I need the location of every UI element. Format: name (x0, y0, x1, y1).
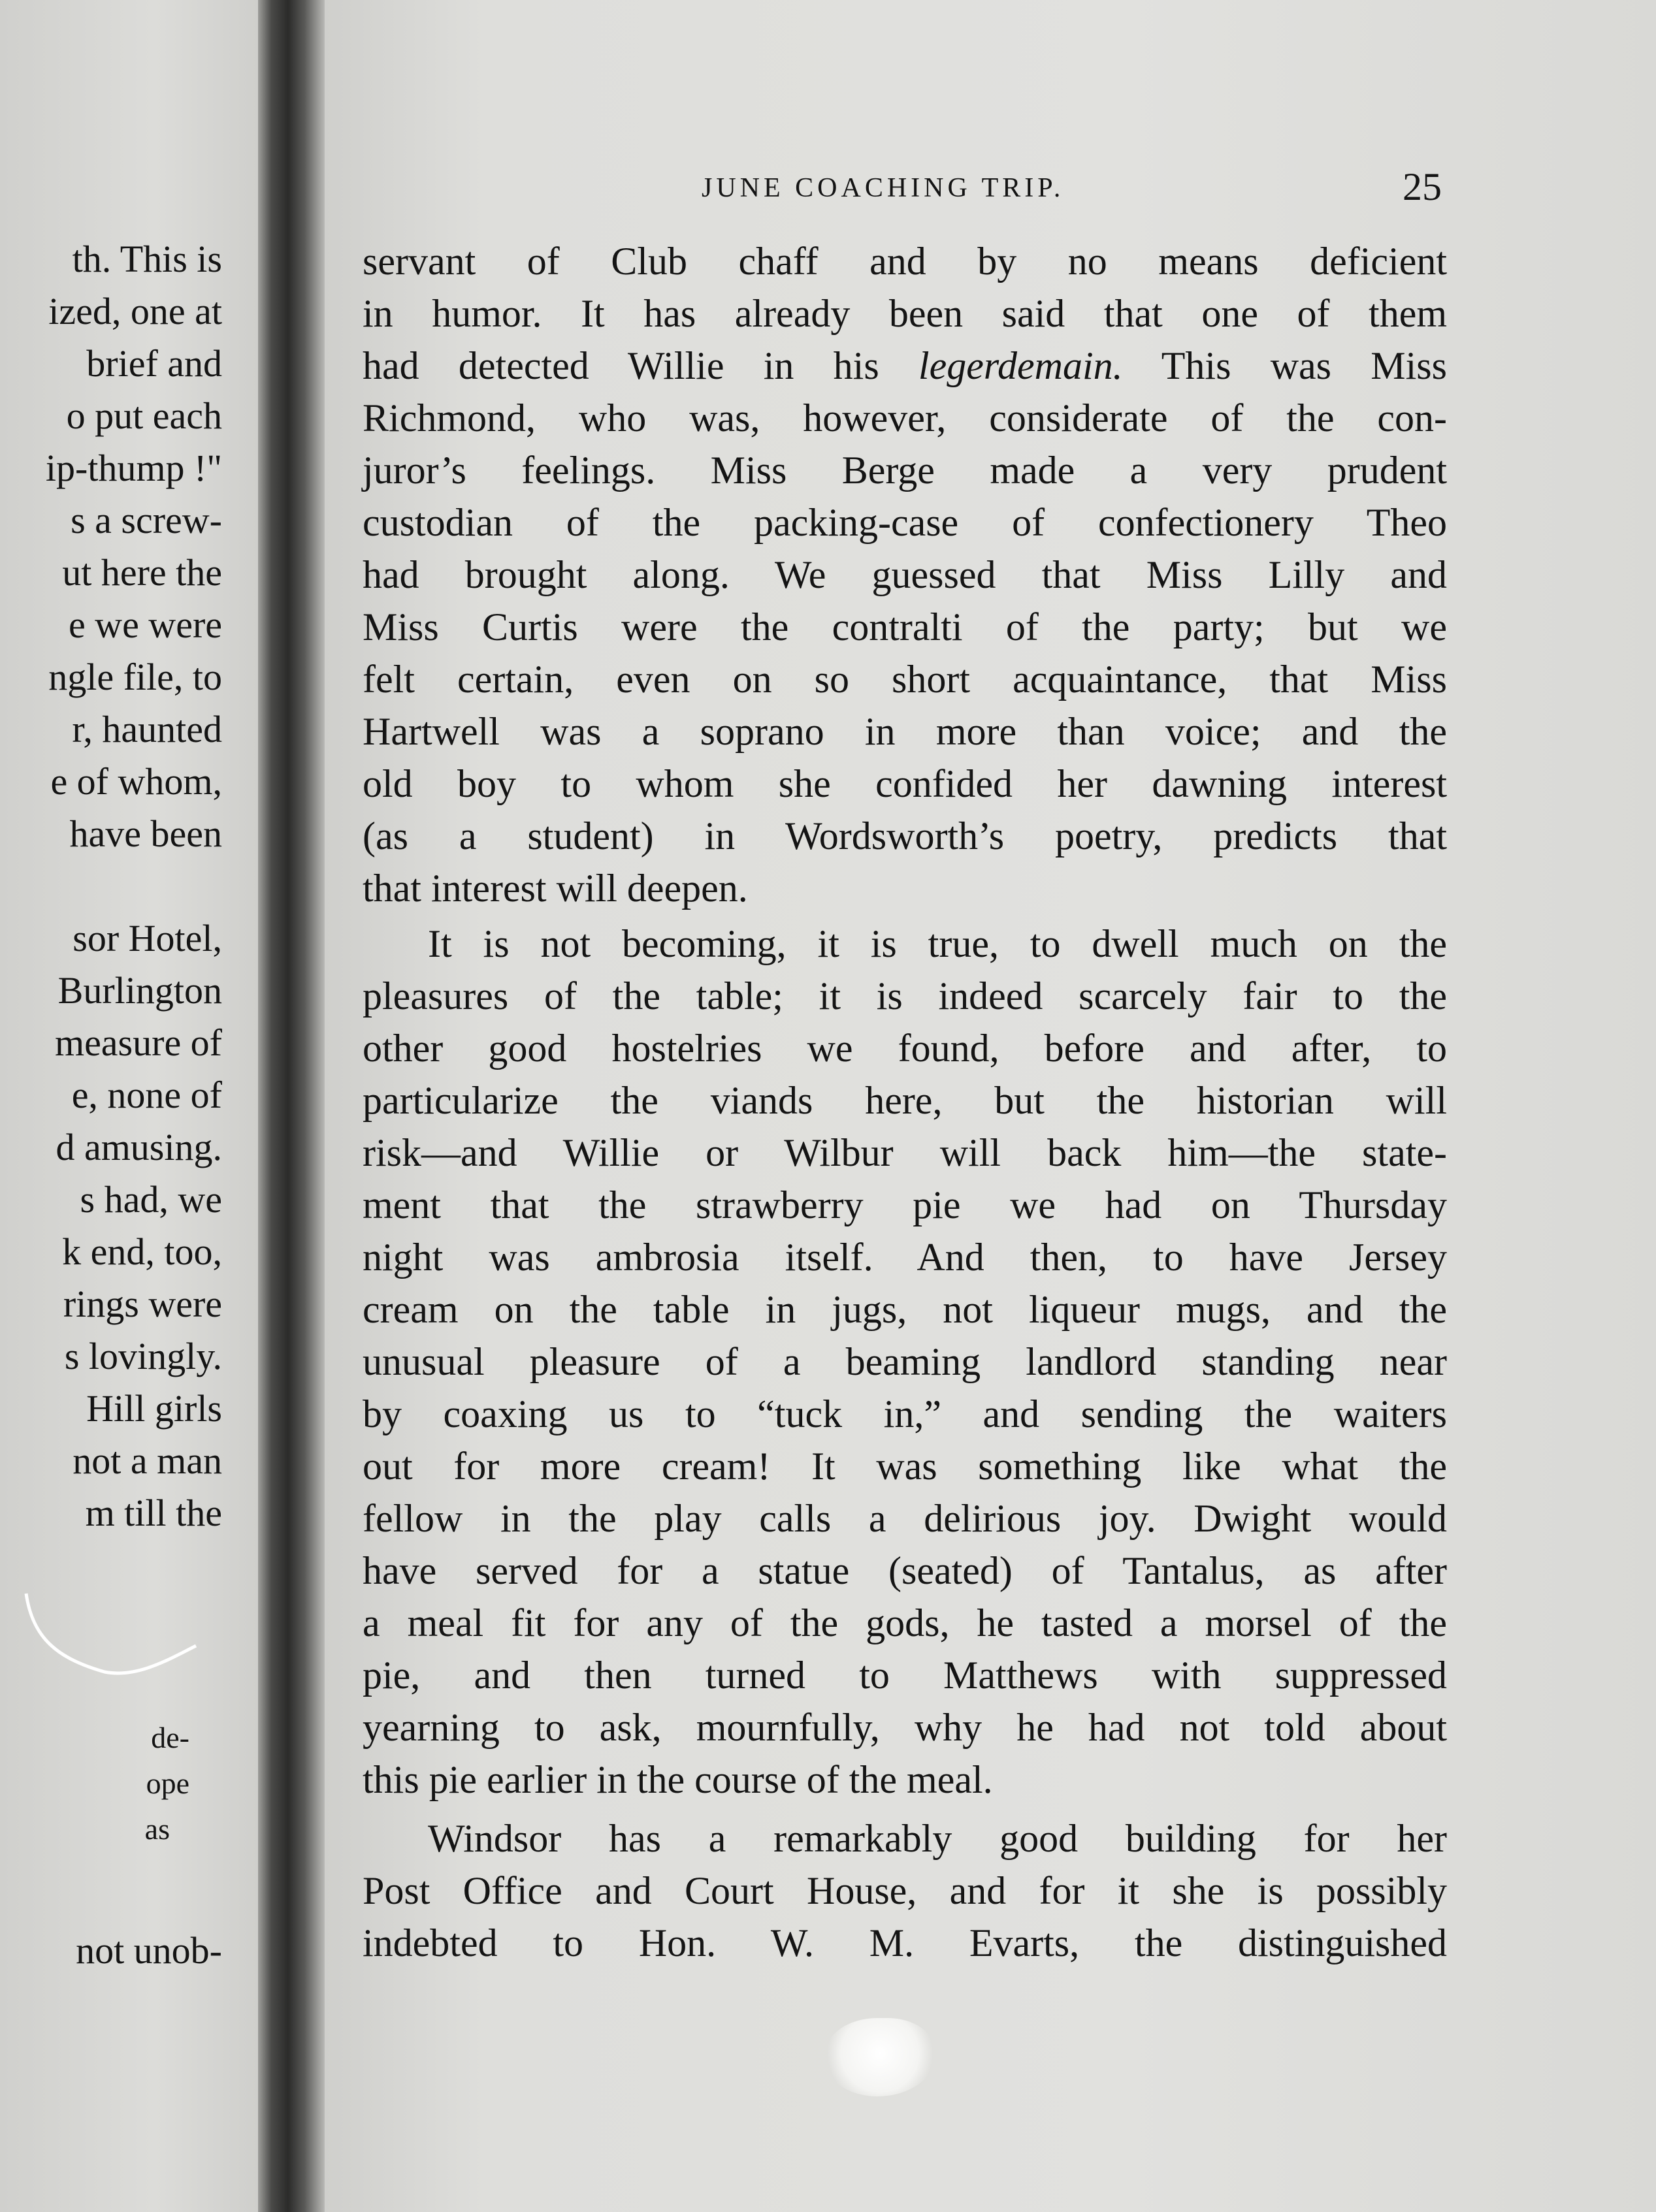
left-line: brief and (86, 342, 222, 385)
left-line: s lovingly. (64, 1335, 222, 1377)
text-line (363, 340, 1447, 392)
italic-word: legerdemain. (918, 344, 1123, 387)
left-line: ngle file, to (48, 656, 222, 698)
text-line: Richmond, who was, however, considerate of the con- (363, 396, 1447, 440)
left-line: s a screw- (71, 499, 222, 541)
running-header (375, 165, 1656, 217)
text-line: Hartwell was a soprano in more than voice; and the (363, 710, 1447, 753)
text-segment: had detected Willie in his (363, 344, 918, 387)
left-line: have been (69, 812, 222, 855)
text-line: indebted to Hon. W. M. Evarts, the distinguished (363, 1921, 1447, 1964)
left-line: k end, too, (62, 1230, 222, 1273)
left-line: ut here the (62, 551, 222, 594)
left-line: Burlington (57, 969, 222, 1012)
left-line: rings were (63, 1283, 222, 1325)
text-line: pie, and then turned to Matthews with suppressed (363, 1654, 1447, 1697)
book-gutter (258, 0, 325, 2212)
text-line: unusual pleasure of a beaming landlord standing near (363, 1340, 1447, 1383)
left-line: d amusing. (56, 1126, 222, 1168)
text-line: out for more cream! It was something like what the (363, 1445, 1447, 1488)
text-line: risk—and Willie or Wilbur will back him—the state- (363, 1131, 1447, 1174)
text-line: Post Office and Court House, and for it she is possibly (363, 1869, 1447, 1912)
text-line: fellow in the play calls a delirious joy. Dwight would (363, 1497, 1447, 1540)
text-line: pleasures of the table; it is indeed scarcely fair to the (363, 974, 1447, 1018)
text-line: particularize the viands here, but the historian will (363, 1079, 1447, 1122)
left-line: o put each (66, 394, 222, 437)
page-number: 25 (1403, 165, 1442, 208)
left-line: as (144, 1812, 170, 1846)
text-line: cream on the table in jugs, not liqueur mugs, and the (363, 1288, 1447, 1331)
left-line: ip-thump !" (45, 447, 222, 489)
text-line: ment that the strawberry pie we had on Thursday (363, 1183, 1447, 1226)
text-line: this pie earlier in the course of the meal. (363, 1758, 993, 1801)
text-line: It is not becoming, it is true, to dwell much on the (428, 922, 1447, 965)
text-segment: This was Miss (1122, 344, 1447, 387)
text-line: that interest will deepen. (363, 867, 748, 910)
left-line: th. This is (72, 238, 222, 280)
left-line: e, none of (71, 1074, 222, 1116)
left-line: ope (146, 1767, 189, 1800)
left-line: r, haunted (72, 708, 222, 750)
text-line: yearning to ask, mournfully, why he had not told about (363, 1706, 1447, 1749)
text-line: have served for a statue (seated) of Tantalus, as after (363, 1549, 1447, 1592)
text-line: Windsor has a remarkably good building for her (428, 1817, 1447, 1860)
left-line: de- (151, 1721, 189, 1754)
paper-scratch-mark (20, 1580, 203, 1685)
text-line: (as a student) in Wordsworth’s poetry, predicts that (363, 814, 1447, 858)
left-line: not unob- (76, 1929, 222, 1972)
left-line: ized, one at (48, 290, 222, 332)
text-line: felt certain, even on so short acquaintance, that Miss (363, 658, 1447, 701)
left-line: e of whom, (50, 760, 222, 803)
left-line: not a man (73, 1439, 222, 1482)
left-line: e we were (68, 603, 222, 646)
left-line: measure of (54, 1021, 222, 1064)
text-line: had brought along. We guessed that Miss Lilly and (363, 553, 1447, 596)
text-line: a meal fit for any of the gods, he tasted a morsel of the (363, 1601, 1447, 1644)
left-page-fragment (0, 0, 258, 2212)
text-line: juror’s feelings. Miss Berge made a very prudent (363, 449, 1447, 492)
text-line: custodian of the packing-case of confectionery Theo (363, 501, 1447, 544)
text-line: by coaxing us to “tuck in,” and sending the waiters (363, 1392, 1447, 1435)
text-line: in humor. It has already been said that one of them (363, 292, 1447, 335)
text-line: other good hostelries we found, before and after, to (363, 1027, 1447, 1070)
running-title: JUNE COACHING TRIP. (702, 173, 1065, 203)
left-line: s had, we (80, 1178, 222, 1221)
text-line: servant of Club chaff and by no means deficient (363, 240, 1447, 283)
left-line: sor Hotel, (73, 917, 222, 959)
left-line: m till the (85, 1492, 222, 1534)
left-line: Hill girls (86, 1387, 222, 1430)
text-line: old boy to whom she confided her dawning interest (363, 762, 1447, 805)
text-line: night was ambrosia itself. And then, to have Jersey (363, 1236, 1447, 1279)
text-line: Miss Curtis were the contralti of the party; but we (363, 605, 1447, 649)
